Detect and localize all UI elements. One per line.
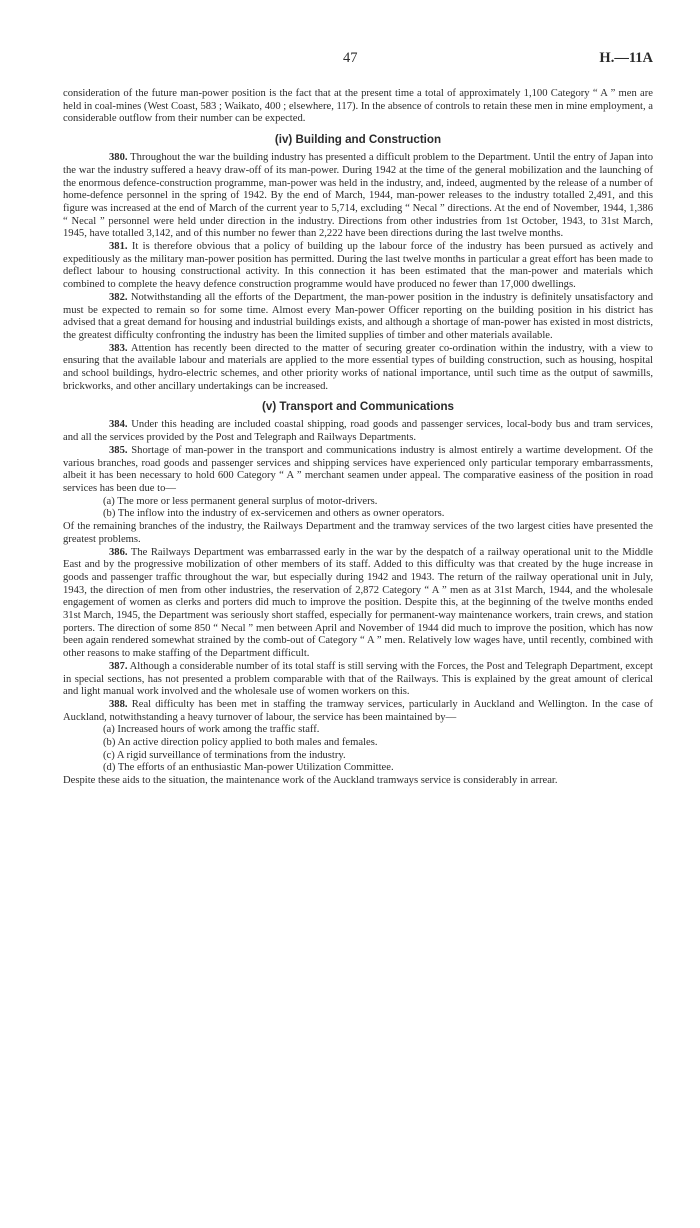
list-item: [103, 724, 653, 737]
paragraph-text: Real difficulty has been met in staffing the tramway services, particularly in Auckland and Wellington. In the case of Auckland, notwithstanding a heavy turnover of labour, the service has been maintained by—: [63, 698, 653, 723]
paragraph-number: 388.: [109, 698, 128, 710]
list-item-text: An active direction policy applied to both males and females.: [117, 737, 378, 749]
paragraph-number: 384.: [109, 419, 128, 431]
paragraph-388: [63, 699, 653, 724]
paragraph-382: [63, 292, 653, 343]
list-item-label: (c): [103, 749, 115, 761]
list-item-label: (d): [103, 762, 116, 774]
paragraph-385-continuation: Of the remaining branches of the industry, the Railways Department and the tramway services of the two largest cities have presented the greatest problems.: [63, 521, 653, 545]
paragraph-number: 387.: [109, 660, 128, 672]
list-item: [103, 508, 653, 521]
paragraph-text: Under this heading are included coastal shipping, road goods and passenger services, local-body bus and tram services, and all the services provided by the Post and Telegraph and Railways Departments.: [63, 419, 653, 444]
paragraph-number: 380.: [109, 152, 128, 164]
paragraph-381: [63, 241, 653, 292]
paragraph-380: [63, 152, 653, 241]
paragraph-number: 385.: [109, 444, 128, 456]
list-385: [63, 496, 653, 521]
paragraph-text: Throughout the war the building industry has presented a difficult problem to the Department. Until the entry of Japan into the war the industry suffered a heavy draw-off of its man-power. During 1942 at the time of the general mobilization and the launching of the enormous defence-construction programme, man-power was held in the industry, and, indeed, augmented by the release of a number of home-defence personnel in the spring of 1942. By the end of March, 1944, man-power releases to the industry totalled 2,491, and this figure was increased at the end of March of the current year to 5,714, excluding “ Necal ” directions. At the end of November, 1944, 1,386 “ Necal ” personnel were held under direction in the industry. Directions from other industries from 1st October, 1943, to 31st March, 1945, have totalled 3,142, and of this number no fewer than 2,222 have been directions during the last twelve months.: [63, 152, 653, 240]
list-item: [103, 750, 653, 763]
paragraph-384: [63, 419, 653, 444]
list-item-label: (b): [103, 508, 116, 520]
paragraph-number: 383.: [109, 342, 128, 354]
paragraph-386: [63, 547, 653, 661]
paragraph-text: Notwithstanding all the efforts of the Department, the man-power position in the industry is definitely unsatisfactory and must be expected to remain so for some time. Almost every Man-power Officer reporting on the building position in his district has advised that a great demand for housing and industrial buildings exists, and although a shortage of man-power has existed in most districts, the greatest difficulty confronting the industry has been the limited supplies of timber and other materials available.: [63, 291, 653, 341]
list-item-label: (b): [103, 737, 116, 749]
list-item: [103, 496, 653, 509]
paragraph-number: 381.: [109, 241, 128, 253]
list-388: [63, 724, 653, 775]
paragraph-387: [63, 661, 653, 699]
intro-paragraph: consideration of the future man-power position is the fact that at the present time a total of approximately 1,100 Category “ A ” men are held in coal-mines (West Coast, 583 ; Waikato, 400 ; elsewhere, 117). In the absence of controls to retain these men in mine employment, a considerable outflow from their number can be expected.: [63, 88, 653, 125]
list-item-label: (a): [103, 724, 115, 736]
paragraph-text: The Railways Department was embarrassed early in the war by the despatch of a railway operational unit to the Middle East and by the progressive mobilization of other members of its staff. Added to this difficulty was that created by the huge increase in goods and passenger traffic throughout the war, but especially during 1942 and 1943. The return of the railway operational unit in July, 1943, the direction of men from other industries, the reservation of 2,872 Category “ A ” men as at 31st March, 1944, and the wholesale engagement of women as clerks and porters did much to improve the position. Despite this, at the beginning of the twelve months ended 31st March, 1945, the Department was seriously short staffed, especially for permanent-way maintenance workers, train crews, and station porters. The direction of some 850 “ Necal ” men between April and November of 1944 did much to improve the position, which has now been again rendered somewhat strained by the comb-out of Category “ A ” men. Relatively low wages have, until recently, combined with other reasons to make staffing of the Department difficult.: [63, 546, 653, 660]
paragraph-text: Shortage of man-power in the transport and communications industry is almost entirely a wartime development. Of the various branches, road goods and passenger services and shipping services have experienced only particular temporary embarrassments, albeit it has been necessary to hold 600 Category “ A ” merchant seamen under appeal. The comparative easiness of the position in road services has been due to—: [63, 444, 653, 494]
list-item: [103, 737, 653, 750]
paragraph-text: Although a considerable number of its total staff is still serving with the Forces, the Post and Telegraph Department, except in special sections, has not presented a problem comparable with that of the Railways. This is explained by the great amount of clerical and light manual work involved and the wholesale use of women workers on this.: [63, 660, 653, 698]
list-item-text: The inflow into the industry of ex-servicemen and others as owner operators.: [117, 508, 445, 520]
closing-paragraph: Despite these aids to the situation, the maintenance work of the Auckland tramways service is considerably in arrear.: [63, 775, 558, 787]
page-header: [63, 52, 653, 70]
document-reference: H.—11A: [599, 50, 653, 66]
paragraph-text: Attention has recently been directed to the matter of securing greater co-ordination within the industry, with a view to ensuring that the available labour and materials are applied to the more essential types of building construction, such as housing, hospital and school buildings, hydro-electric schemes, and other priority works of national importance, until such time as the output of sawmills, brickworks, and other ancillary undertakings can be increased.: [63, 342, 653, 392]
paragraph-number: 382.: [109, 291, 128, 303]
list-item-text: Increased hours of work among the traffic staff.: [117, 724, 320, 736]
paragraph-385: [63, 445, 653, 496]
section-heading-transport: (v) Transport and Communications: [262, 400, 454, 414]
paragraph-number: 386.: [109, 546, 128, 558]
paragraph-383: [63, 343, 653, 394]
page-number: 47: [343, 50, 358, 66]
list-item-text: The efforts of an enthusiastic Man-power Utilization Committee.: [117, 762, 394, 774]
list-item: [103, 762, 653, 775]
paragraph-text: It is therefore obvious that a policy of building up the labour force of the industry has been pursued as actively and expeditiously as the military man-power position has permitted. During the last twelve months in particular a great effort has been made to deflect labour to housing constructional activity. In this connection it has been estimated that the man-power and materials which combined to complete the heavy defence construction programme would have produced no fewer than 17,000 dwellings.: [63, 241, 653, 291]
document-body: [63, 88, 653, 788]
list-item-label: (a): [103, 495, 115, 507]
list-item-text: A rigid surveillance of terminations from the industry.: [116, 749, 346, 761]
list-item-text: The more or less permanent general surplus of motor-drivers.: [117, 495, 378, 507]
section-heading-building: (iv) Building and Construction: [274, 133, 442, 147]
